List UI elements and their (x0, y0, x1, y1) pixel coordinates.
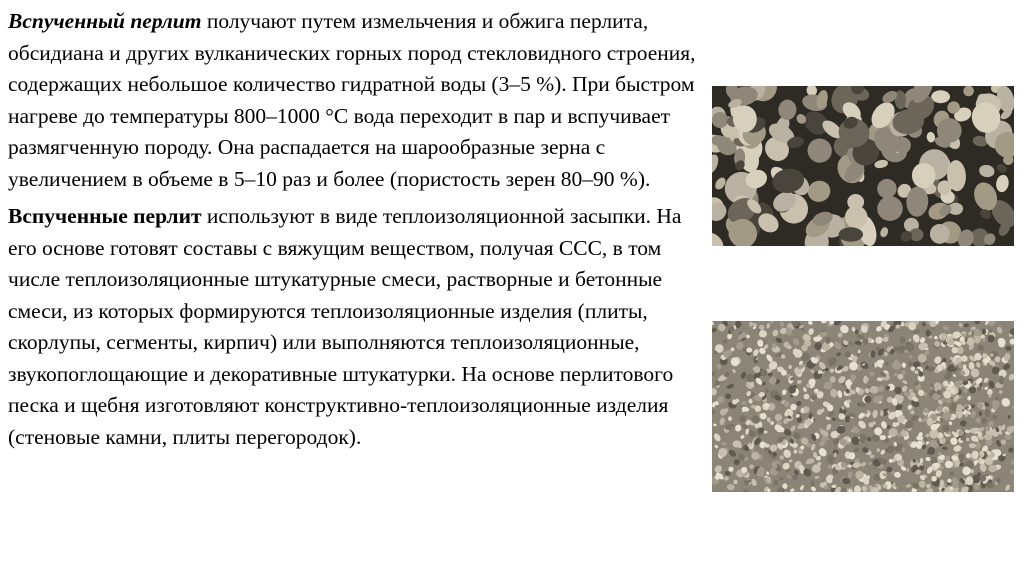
term-expanded-perlite-italic: Вспученный перлит (8, 9, 202, 33)
granule (782, 463, 789, 470)
paragraph-2-body: используют в виде теплоизоляционной засыпки. На его основе готовят составы с вяжущим веществом, получая ССС, в том числе теплоизоляционные штукатурные смеси, растворные и бетонные смеси, из которых формируются теплоизоляционные изделия (плиты, скорлупы, сегменты, кирпич) или выполняются теплоизоляционные, звукопоглощающие и декоративные штукатурки. На основе перлитового песка и щебня изготовляют конструктивно-теплоизоляционные изделия (стеновые камни, плиты перегородок). (8, 204, 682, 449)
granule (919, 371, 924, 376)
term-expanded-perlite-bold: Вспученные перлит (8, 204, 202, 228)
fine-perlite-photo (712, 321, 1014, 492)
granule (889, 459, 893, 463)
paragraph-expanded-perlite-usage (8, 201, 708, 453)
coarse-perlite-photo (712, 86, 1014, 246)
granule (931, 90, 950, 103)
fine-perlite-image (712, 321, 1014, 492)
coarse-perlite-image (712, 86, 1014, 246)
granule (749, 399, 753, 404)
paragraph-1-body: получают путем измельчения и обжига перлита, обсидиана и других вулканических горных пород стекловидного строения, содержащих небольшое количество гидратной воды (3–5 %). При быстром нагреве до температуры 800–1000 °С вода переходит в пар и вспучивает размягченную породу. Она распадается на шарообразные зерна с увеличением в объеме в 5–10 раз и более (пористость зерен 80–90 %). (8, 9, 696, 191)
granule (979, 411, 982, 416)
granule (839, 227, 863, 241)
text-column (8, 6, 708, 453)
granule (969, 443, 976, 448)
paragraph-expanded-perlite-production (8, 6, 708, 195)
granule (870, 386, 879, 394)
